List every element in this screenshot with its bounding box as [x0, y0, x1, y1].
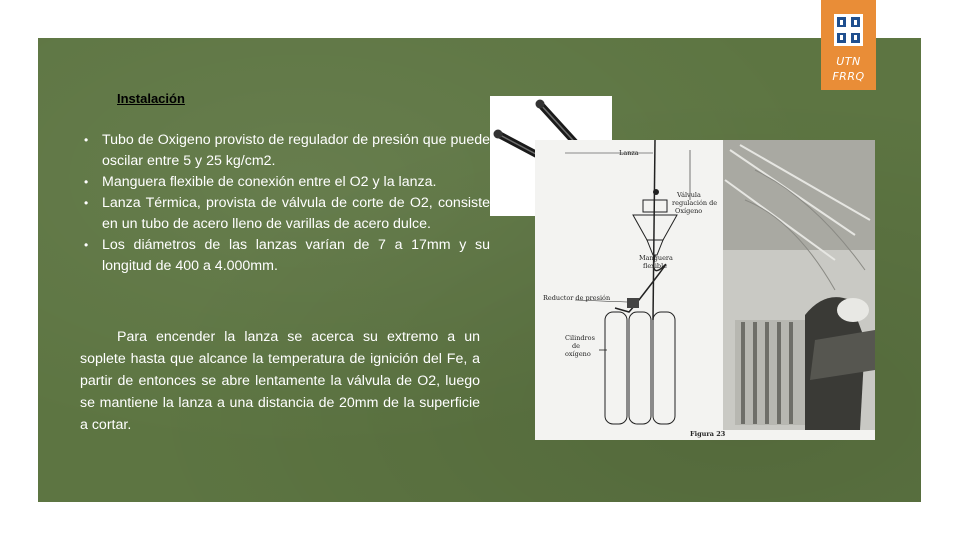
label-manguera-2: flexible — [643, 262, 668, 270]
bullet-item — [80, 172, 490, 193]
bullet-item — [80, 235, 490, 277]
bullet-dot-icon: • — [84, 196, 89, 210]
label-valvula-3: Oxígeno — [675, 207, 703, 215]
label-cilindros-1: Cilindros — [565, 334, 595, 342]
label-cilindros-2: de — [572, 342, 581, 350]
bullet-text: Lanza Térmica, provista de válvula de corte de O2, consiste en un tubo de acero lleno de varillas de acero dulce. — [102, 195, 490, 232]
utn-emblem-icon — [834, 14, 863, 46]
label-reductor: Reductor de presión — [543, 294, 611, 302]
utn-logo — [821, 0, 876, 90]
figure-caption: Figura 23 — [690, 430, 726, 438]
label-valvula-2: regulación de — [672, 199, 718, 207]
bullet-dot-icon: • — [84, 238, 89, 252]
thermal-lance-figure — [535, 140, 875, 440]
bullet-text: Tubo de Oxigeno provisto de regulador de presión que puede oscilar entre 5 y 25 kg/cm2. — [102, 132, 490, 169]
bullet-list — [80, 130, 490, 277]
label-lanza: Lanza — [619, 149, 639, 157]
body-paragraph: Para encender la lanza se acerca su extremo a un soplete hasta que alcance la temperatura de ignición del Fe, a partir de entonces se abre lentamente la válvula de O2, luego se mantiene la lanza a una distancia de 20mm de la superficie a cortar. — [80, 329, 480, 433]
bullet-dot-icon: • — [84, 175, 89, 189]
label-cilindros-3: oxígeno — [565, 350, 591, 358]
label-valvula-1: Válvula — [677, 191, 701, 199]
label-manguera-1: Manguera — [639, 254, 673, 262]
bullet-item — [80, 193, 490, 235]
section-heading: Instalación — [117, 91, 185, 106]
bullet-text: Manguera flexible de conexión entre el O2 y la lanza. — [102, 174, 437, 190]
bullet-text: Los diámetros de las lanzas varían de 7 a 17mm y su longitud de 400 a 4.000mm. — [102, 237, 490, 274]
logo-text-utn: UTN — [836, 55, 861, 68]
logo-text-frrq: FRRQ — [832, 70, 865, 83]
bullet-dot-icon: • — [84, 133, 89, 147]
bullet-item — [80, 130, 490, 172]
